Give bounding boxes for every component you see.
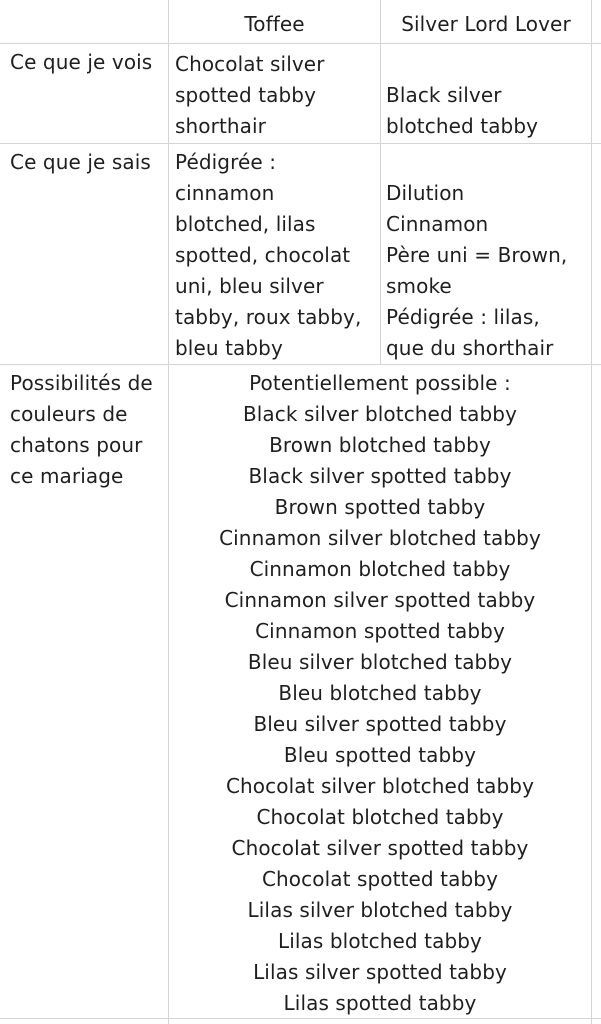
text-line: Pédigrée : lilas,	[386, 305, 540, 329]
text-line: blotched, lilas	[175, 212, 316, 236]
text-line: que du shorthair	[386, 336, 554, 360]
color-item: Bleu silver spotted tabby	[253, 712, 507, 736]
grid-line-row-1	[0, 43, 601, 44]
color-item: Chocolat blotched tabby	[256, 805, 504, 829]
text-line: bleu tabby	[175, 336, 283, 360]
color-item: Lilas silver blotched tabby	[247, 898, 513, 922]
color-item: Cinnamon silver spotted tabby	[224, 588, 536, 612]
color-item: Lilas silver spotted tabby	[253, 960, 507, 984]
color-item: Chocolat silver spotted tabby	[231, 836, 529, 860]
text-line: ce mariage	[10, 464, 124, 488]
color-item: Brown spotted tabby	[274, 495, 486, 519]
color-item: Lilas blotched tabby	[278, 929, 482, 953]
grid-line-col-a	[168, 0, 169, 1024]
text-line: Père uni = Brown,	[386, 243, 568, 267]
cell-sais-toffee[interactable]	[175, 147, 375, 364]
text-line: smoke	[386, 274, 452, 298]
label-ce-que-je-vois: Ce que je vois	[10, 50, 153, 74]
text-line: Pédigrée :	[175, 150, 277, 174]
color-item: Chocolat silver blotched tabby	[225, 774, 535, 798]
text-line: Dilution	[386, 181, 465, 205]
row-label-possibilites[interactable]	[10, 368, 166, 492]
text-line: spotted, chocolat	[175, 243, 351, 267]
row-label-sais[interactable]	[10, 147, 166, 178]
text-line: blotched tabby	[386, 114, 539, 138]
color-item: Black silver blotched tabby	[242, 402, 518, 426]
cell-vois-toffee[interactable]	[175, 49, 375, 142]
text-line: spotted tabby	[175, 83, 317, 107]
color-item: Bleu spotted tabby	[283, 743, 477, 767]
text-line: Possibilités de	[10, 371, 153, 395]
color-item: Chocolat spotted tabby	[261, 867, 499, 891]
header-toffee: Toffee	[244, 12, 305, 36]
text-line: Black silver	[386, 83, 502, 107]
text-line: tabby, roux tabby,	[175, 305, 362, 329]
label-ce-que-je-sais: Ce que je sais	[10, 150, 151, 174]
cell-possibilites-merged[interactable]	[170, 368, 590, 1019]
header-silver-lord-lover: Silver Lord Lover	[401, 12, 571, 36]
cell-vois-silver[interactable]	[386, 80, 598, 142]
text-line: uni, bleu silver	[175, 274, 324, 298]
text-line: cinnamon	[175, 181, 275, 205]
color-item: Brown blotched tabby	[269, 433, 491, 457]
grid-line-col-c	[591, 0, 592, 1024]
text-line: Cinnamon	[386, 212, 489, 236]
color-item: Cinnamon blotched tabby	[249, 557, 511, 581]
color-item: Bleu blotched tabby	[278, 681, 482, 705]
possibilites-intro: Potentiellement possible :	[249, 371, 511, 395]
cell-sais-silver[interactable]	[386, 178, 598, 364]
color-item: Cinnamon spotted tabby	[255, 619, 505, 643]
row-label-vois[interactable]	[10, 47, 166, 78]
color-item: Black silver spotted tabby	[248, 464, 512, 488]
grid-line-col-b	[380, 0, 381, 364]
color-item: Bleu silver blotched tabby	[247, 650, 513, 674]
text-line: chatons pour	[10, 433, 143, 457]
header-cell-silver-lord-lover[interactable]	[381, 9, 591, 41]
grid-line-row-2	[0, 143, 601, 144]
color-item: Cinnamon silver blotched tabby	[219, 526, 541, 550]
header-cell-toffee[interactable]	[169, 9, 380, 41]
text-line: couleurs de	[10, 402, 128, 426]
color-item: Lilas spotted tabby	[283, 991, 477, 1015]
grid-line-row-3	[0, 364, 601, 365]
text-line: Chocolat silver	[175, 52, 325, 76]
text-line: shorthair	[175, 114, 267, 138]
